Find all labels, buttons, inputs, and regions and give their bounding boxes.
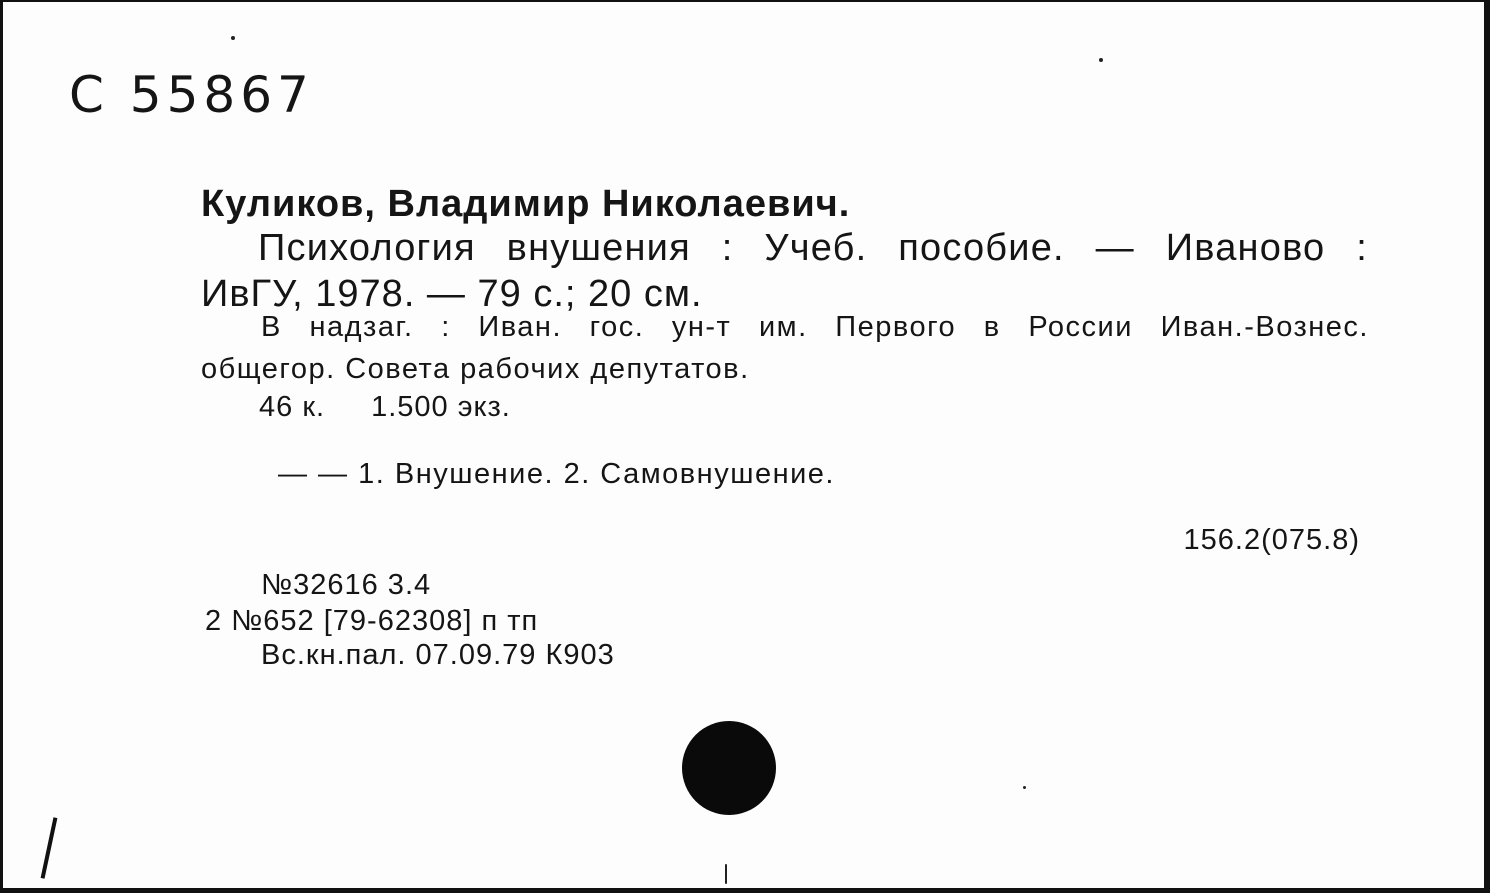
- record-number-1: №32616 3.4: [261, 569, 432, 601]
- pen-mark: [41, 817, 58, 878]
- author-heading: Куликов, Владимир Николаевич.: [201, 183, 851, 225]
- punch-hole: [682, 721, 776, 815]
- price: 46 к.: [259, 391, 326, 423]
- dust-speck: [1099, 58, 1103, 62]
- subject-headings: — — 1. Внушение. 2. Самовнушение.: [278, 458, 835, 490]
- chamber-record: Вс.кн.пал. 07.09.79 К903: [261, 639, 615, 671]
- classification-code: 156.2(075.8): [1183, 524, 1360, 556]
- copies: 1.500 экз.: [371, 391, 511, 423]
- dust-speck: [231, 36, 235, 40]
- call-number: С 55867: [69, 66, 314, 124]
- price-line: [259, 393, 511, 422]
- dust-speck: [1023, 786, 1026, 789]
- title-line-1: Психология внушения : Учеб. пособие. — Иваново :: [258, 227, 1368, 269]
- title-line-2: ИвГУ, 1978. — 79 с.; 20 см.: [201, 273, 703, 315]
- record-number-2: 2 №652 [79-62308] п тп: [205, 605, 539, 637]
- note-line-1: В надзаг. : Иван. гос. ун-т им. Первого в России Иван.-Вознес.: [261, 311, 1369, 343]
- note-line-2: общегор. Совета рабочих депутатов.: [201, 353, 750, 385]
- dust-speck: [725, 864, 727, 884]
